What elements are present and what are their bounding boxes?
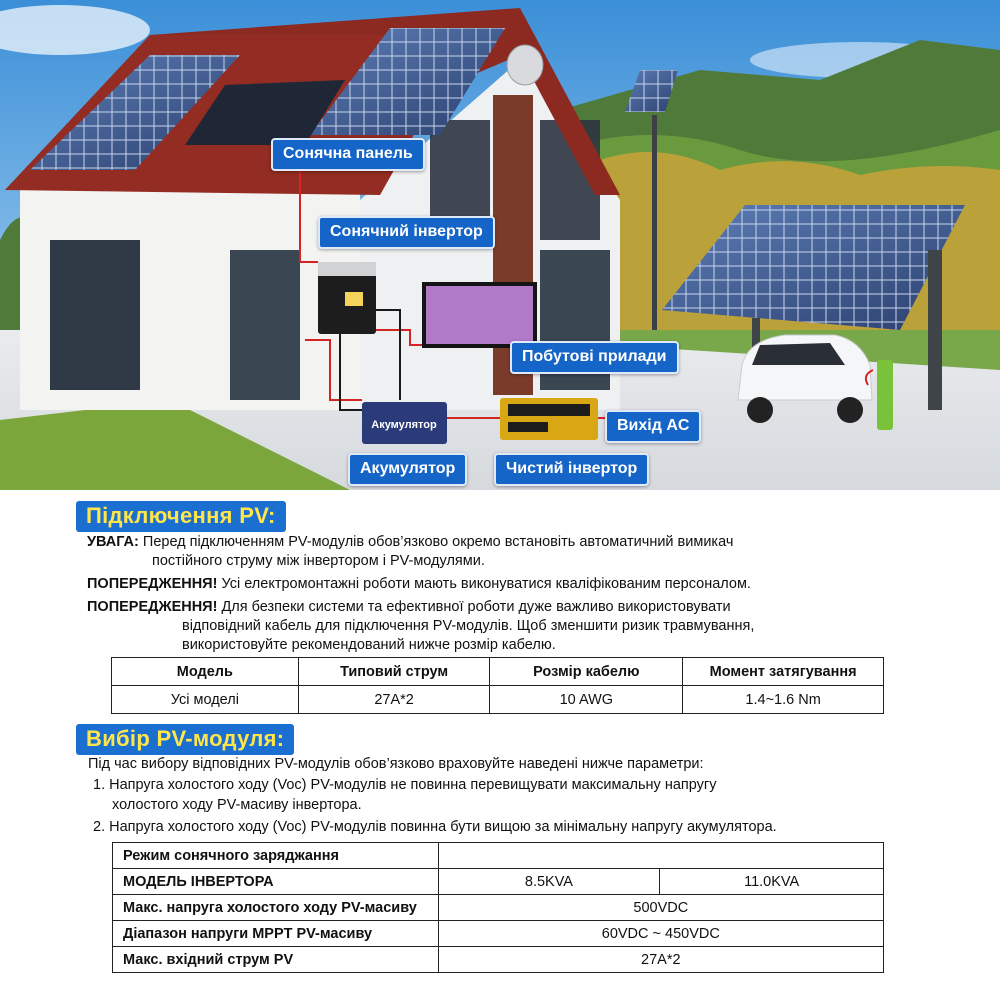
spec-value-current: 27A*2 — [438, 947, 883, 973]
cable-header-model: Модель — [112, 658, 299, 686]
spec-value-model-a: 8.5KVA — [438, 869, 660, 895]
carport-post — [928, 250, 942, 410]
table-row — [113, 895, 884, 921]
selection-item-2: 2. Напруга холостого ходу (Voc) PV-модулів повинна бути вищою за мінімальну напругу акумулятора. — [93, 819, 777, 835]
table-row — [113, 921, 884, 947]
spec-table — [112, 842, 884, 973]
table-row — [113, 947, 884, 973]
table-row — [113, 869, 884, 895]
lamp-pole — [652, 115, 657, 330]
solar-home-illustration — [0, 0, 1000, 490]
callout-appliances: Побутові прилади — [510, 341, 679, 374]
spec-value-voc: 500VDC — [438, 895, 883, 921]
spec-value-mppt: 60VDC ~ 450VDC — [438, 921, 883, 947]
spec-label-model: МОДЕЛЬ ІНВЕРТОРА — [113, 869, 439, 895]
ev-charger — [877, 360, 893, 430]
cable-header-torque: Момент затягування — [683, 658, 884, 686]
cable-cell-current: 27A*2 — [298, 686, 490, 714]
warning-2-line-3: використовуйте рекомендований нижче розмір кабелю. — [182, 637, 556, 653]
selection-item-1-line-1: 1. Напруга холостого ходу (Voc) PV-модулів не повинна перевищувати максимальну напругу — [93, 777, 717, 793]
table-row — [112, 686, 884, 714]
pv-connection-title: Підключення PV: — [76, 501, 286, 532]
cable-header-current: Типовий струм — [298, 658, 490, 686]
callout-battery: Акумулятор — [348, 453, 467, 486]
table-row — [113, 843, 884, 869]
warning-2-line-2: відповідний кабель для підключення PV-модулів. Щоб зменшити ризик травмування, — [182, 618, 755, 634]
warning-1 — [87, 574, 751, 594]
callout-solar-inverter: Сонячний інвертор — [318, 216, 495, 249]
selection-item-1-line-2: холостого ходу PV-масиву інвертора. — [112, 797, 362, 813]
scene-graphic — [0, 0, 1000, 490]
cable-header-size: Розмір кабелю — [490, 658, 683, 686]
warning-2-text-1: Для безпеки системи та ефективної роботи дуже важливо використовувати — [221, 599, 731, 615]
spec-label-current: Макс. вхідний струм PV — [113, 947, 439, 973]
cable-table-header — [112, 658, 884, 686]
warning-1-text: Усі електромонтажні роботи мають виконуватися кваліфікованим персоналом. — [221, 576, 751, 592]
spec-label-mode: Режим сонячного заряджання — [113, 843, 439, 869]
cable-cell-size: 10 AWG — [490, 686, 683, 714]
window-left — [50, 240, 140, 390]
cable-cell-model: Усі моделі — [112, 686, 299, 714]
attention-text-1: Перед підключенням PV-модулів обов’язково окремо встановіть автоматичний вимикач — [142, 534, 734, 550]
warning-2-label: ПОПЕРЕДЖЕННЯ! — [87, 599, 218, 615]
callout-solar-panel: Сонячна панель — [271, 138, 425, 171]
spec-value-model-b: 11.0KVA — [660, 869, 884, 895]
callout-ac-output: Вихід AC — [605, 410, 701, 443]
spec-label-mppt: Діапазон напруги MPPT PV-масиву — [113, 921, 439, 947]
cable-table — [111, 657, 884, 714]
battery-body-text: Акумулятор — [371, 419, 437, 431]
spec-value-mode — [438, 843, 883, 869]
spec-label-voc: Макс. напруга холостого ходу PV-масиву — [113, 895, 439, 921]
attention-line-1 — [87, 532, 733, 552]
attention-line-2: постійного струму між інвертором і PV-модулями. — [152, 553, 485, 569]
attention-label: УВАГА: — [87, 534, 139, 550]
callout-pure-inverter: Чистий інвертор — [494, 453, 649, 486]
warning-1-label: ПОПЕРЕДЖЕННЯ! — [87, 576, 218, 592]
cable-cell-torque: 1.4~1.6 Nm — [683, 686, 884, 714]
selection-intro: Під час вибору відповідних PV-модулів обов’язково враховуйте наведені нижче параметри: — [88, 756, 704, 772]
pv-selection-title: Вибір PV-модуля: — [76, 724, 294, 755]
warning-2-line-1 — [87, 597, 731, 617]
